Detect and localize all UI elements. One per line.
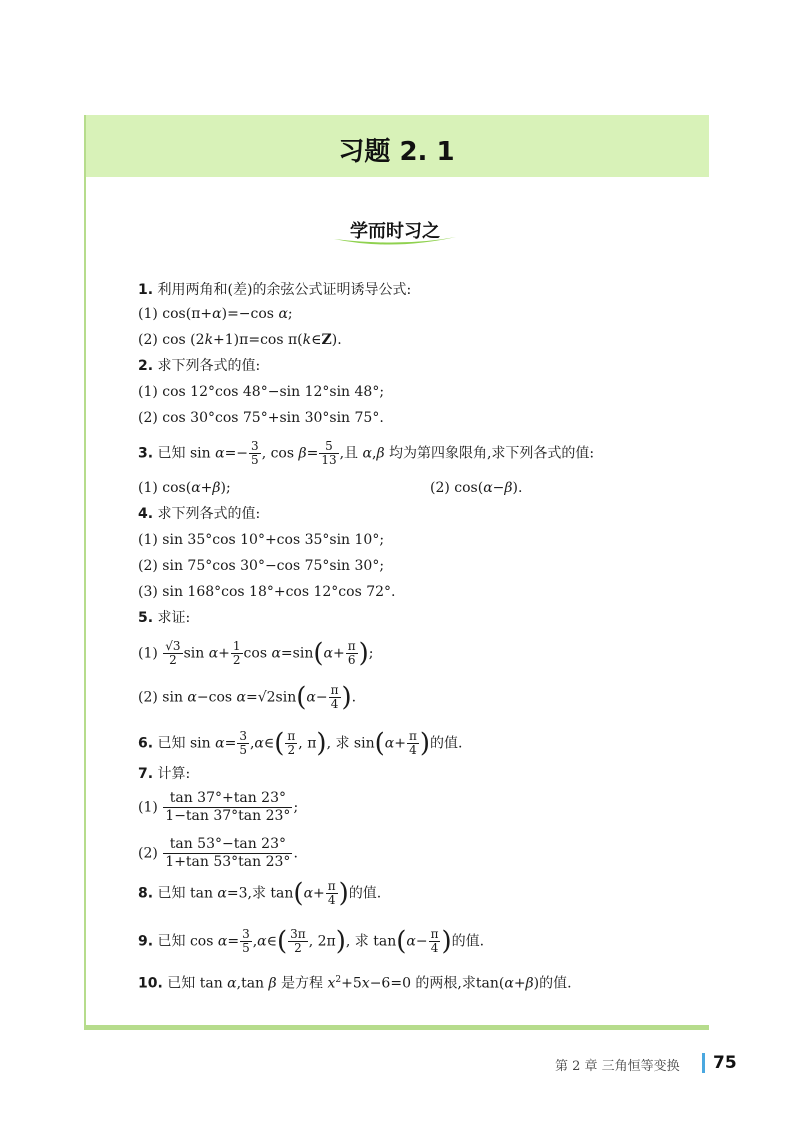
section-badge (332, 213, 458, 249)
problem-7: 7. 计算: (138, 766, 191, 782)
problem-3-item-2: (2) cos(α−β). (430, 480, 523, 496)
problem-1-item-2: (2) cos (2k+1)π=cos π(k∈Z). (138, 332, 342, 348)
page-number: 75 (713, 1053, 737, 1073)
problem-2: 2. 求下列各式的值: (138, 358, 261, 374)
footer-divider (702, 1053, 705, 1073)
bottom-rule (84, 1025, 709, 1030)
problem-9: 9. 已知 cos α= $\frac{3}{5}$ ,α∈( $\frac{3\pi}{2}$ , 2π), 求 tan(α− $\frac{\pi}{4}$ )的值. (138, 926, 485, 957)
problem-2-item-1: (1) cos 12°cos 48°−sin 12°sin 48°; (138, 384, 385, 400)
problem-10: 10. 已知 tan α,tan β 是方程 $x^2+5x-6=0$ 的两根,求tan(α+β)的值. (138, 975, 572, 992)
problem-7-item-1: (1) $\frac{\tan 37^\circ+\tan 23^\circ}{1-\tan 37^\circ\tan 23^\circ}$ ; (138, 790, 299, 824)
problem-4: 4. 求下列各式的值: (138, 506, 261, 522)
chapter-footer: 第 2 章 三角恒等变换 (555, 1059, 680, 1074)
problem-1-item-1: (1) cos(π+α)=−cos α; (138, 306, 293, 322)
problem-1: 1. 利用两角和(差)的余弦公式证明诱导公式: (138, 282, 412, 298)
problem-8: 8. 已知 tan α=3,求 tan(α+ $\frac{\pi}{4}$ )的值. (138, 878, 382, 909)
swoosh-decoration (332, 235, 458, 249)
problem-3: 3. 已知 sin α=− $\frac{3}{5}$ , cos β= $\frac{5}{13}$ ,且 α,β 均为第四象限角,求下列各式的值: (138, 439, 595, 467)
problem-4-item-2: (2) sin 75°cos 30°−cos 75°sin 30°; (138, 558, 385, 574)
problem-4-item-3: (3) sin 168°cos 18°+cos 12°cos 72°. (138, 584, 396, 600)
problem-5-item-2: (2) sin α−cos α=√2sin(α− $\frac{\pi}{4}$ ). (138, 682, 357, 713)
problem-4-item-1: (1) sin 35°cos 10°+cos 35°sin 10°; (138, 532, 385, 548)
fraction: $\frac{5}{13}$ (321, 439, 337, 467)
problem-5: 5. 求证: (138, 610, 191, 626)
fraction: $\frac{3}{5}$ (251, 439, 259, 467)
section-label: 学而时习之 (350, 221, 440, 242)
exercise-title: 习题 2. 1 (338, 137, 455, 167)
problem-5-item-1: (1) $\frac{√3}{2}$ sin α+ $\frac{1}{2}$ cos α=sin(α+ $\frac{\pi}{6}$ ); (138, 638, 374, 669)
problem-6: 6. 已知 sin α= $\frac{3}{5}$ ,α∈( $\frac{\pi}{2}$ , π), 求 sin(α+ $\frac{\pi}{4}$ )的值. (138, 728, 463, 759)
problem-3-item-1: (1) cos(α+β); (138, 480, 231, 496)
problem-7-item-2: (2) $\frac{\tan 53^\circ-\tan 23^\circ}{1+\tan 53^\circ\tan 23^\circ}$ . (138, 836, 298, 870)
problem-2-item-2: (2) cos 30°cos 75°+sin 30°sin 75°. (138, 410, 384, 426)
